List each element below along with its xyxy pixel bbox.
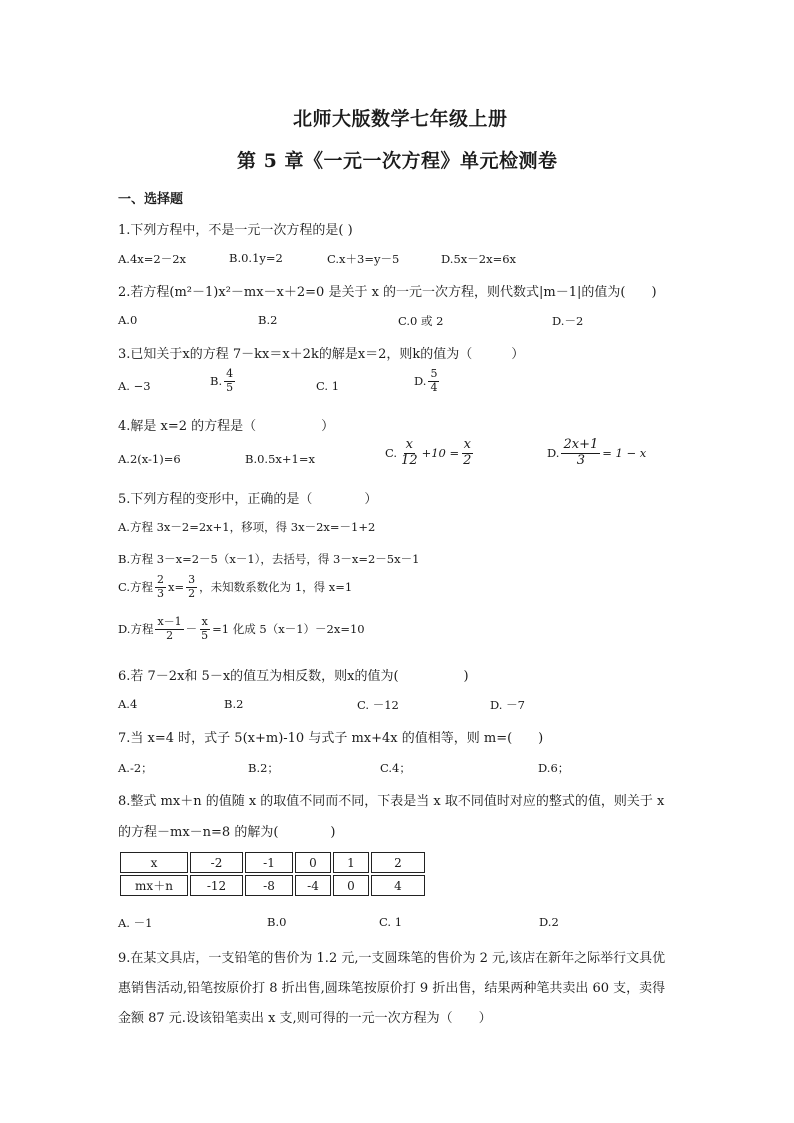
q3-option-b-label: B.: [210, 374, 223, 389]
q3-option-b: [210, 368, 237, 394]
q6-option-c: C. －12: [357, 698, 399, 712]
q5-option-c: [118, 574, 352, 600]
fraction-denominator: 3: [157, 586, 165, 600]
q4-c-fraction-2: [461, 438, 473, 469]
q4-option-d: [547, 438, 646, 469]
question-9-line-2: 惠销售活动,铅笔按原价打 8 折出售,圆珠笔按原价打 9 折出售，结果两种笔共卖出 60 支，卖得: [118, 981, 666, 996]
values-table: [118, 850, 427, 898]
question-8-line-1: 8.整式 mx＋n 的值随 x 的取值不同而不同，下表是当 x 取不同值时对应的整式的值，则关于 x: [118, 794, 665, 809]
fraction-numerator: x: [463, 437, 471, 452]
page-title: 北师大版数学七年级上册: [293, 108, 508, 130]
fraction-numerator: 2x+1: [563, 437, 599, 452]
fraction-numerator: x－1: [157, 615, 182, 628]
fraction-numerator: 4: [226, 367, 234, 380]
q2-option-b: B.2: [258, 313, 278, 327]
question-2: 2.若方程(m²－1)x²－mx－x＋2=0 是关于 x 的一元一次方程，则代数式|m－1|的值为( ): [118, 285, 657, 300]
fraction-denominator: 2: [188, 586, 196, 600]
table-cell: -2: [190, 852, 243, 873]
table-cell: 0: [333, 875, 369, 896]
q3-option-c: C. 1: [316, 379, 340, 393]
q3-option-d-label: D.: [414, 374, 427, 389]
section-heading: 一、选择题: [118, 192, 184, 207]
q2-option-a: A.0: [118, 313, 138, 327]
table-cell: 1: [333, 852, 369, 873]
fraction-numerator: x: [405, 437, 413, 452]
table-cell: 2: [371, 852, 425, 873]
q4-option-d-label: D.: [547, 446, 560, 461]
q5-option-a: A.方程 3x－2=2x+1，移项，得 3x－2x=－1+2: [118, 520, 376, 534]
fraction-numerator: 2: [157, 573, 165, 586]
table-cell: -1: [245, 852, 293, 873]
q2-option-c: C.0 或 2: [398, 314, 444, 328]
q7-option-b: B.2；: [248, 761, 279, 775]
page-subtitle: 第 5 章《一元一次方程》单元检测卷: [237, 150, 558, 172]
fraction-denominator: 2: [166, 628, 174, 642]
q5-option-c-label: C.方程: [118, 580, 154, 595]
q5-option-b: B.方程 3－x=2－5（x－1），去括号，得 3－x=2－5x－1: [118, 552, 420, 566]
q5-option-d: [118, 616, 365, 642]
q3-option-d: [414, 368, 441, 394]
q1-option-c: C.x＋3=y－5: [327, 252, 400, 266]
q8-option-c: C. 1: [379, 915, 403, 929]
fraction-denominator: 5: [201, 628, 209, 642]
table-cell: mx＋n: [120, 875, 188, 896]
q5-c-fraction-1: [155, 574, 166, 600]
question-7: 7.当 x=4 时，式子 5(x+m)-10 与式子 mx+4x 的值相等，则 m=( ): [118, 731, 544, 746]
fraction-denominator: 5: [226, 380, 234, 394]
fraction-numerator: 5: [430, 367, 438, 380]
fraction-numerator: 3: [188, 573, 196, 586]
q5-option-d-label: D.方程: [118, 622, 154, 637]
table-row: [120, 875, 425, 896]
q6-option-b: B.2: [224, 697, 244, 711]
question-9-line-1: 9.在某文具店，一支铅笔的售价为 1.2 元,一支圆珠笔的售价为 2 元,该店在新年之际举行文具优: [118, 951, 666, 966]
q4-option-a: A.2(x-1)=6: [118, 452, 181, 466]
question-4: 4.解是 x=2 的方程是（ ）: [118, 419, 335, 434]
q2-option-d: D.－2: [552, 314, 584, 328]
fraction-denominator: 3: [576, 452, 585, 468]
fraction-denominator: 2: [463, 452, 472, 468]
q5-c-fraction-2: [186, 574, 197, 600]
fraction-denominator: 4: [430, 380, 438, 394]
q3-option-b-fraction: [224, 368, 235, 394]
table-cell: -8: [245, 875, 293, 896]
q5-d-fraction-2: [199, 616, 210, 642]
q5-option-c-rest: ，未知数系数化为 1，得 x=1: [199, 580, 353, 595]
question-8-line-2: 的方程－mx－n=8 的解为( ): [118, 825, 336, 840]
question-1: 1.下列方程中，不是一元一次方程的是( ): [118, 223, 353, 238]
q7-option-a: A.-2；: [118, 761, 153, 775]
table-cell: x: [120, 852, 188, 873]
q4-option-c-label: C.: [385, 446, 398, 461]
table-cell: 4: [371, 875, 425, 896]
table-cell: -12: [190, 875, 243, 896]
fraction-numerator: x: [201, 615, 208, 628]
question-5: 5.下列方程的变形中，正确的是（ ）: [118, 492, 378, 507]
q4-option-b: B.0.5x+1=x: [245, 452, 315, 466]
q5-option-d-minus: －: [185, 622, 198, 637]
q5-option-c-x: x=: [168, 580, 185, 595]
q8-option-b: B.0: [267, 915, 287, 929]
q6-option-d: D. －7: [490, 698, 525, 712]
q7-option-d: D.6；: [538, 761, 570, 775]
question-6: 6.若 7－2x和 5－x的值互为相反数，则x的值为( ): [118, 669, 469, 684]
q3-option-d-fraction: [428, 368, 439, 394]
q8-option-d: D.2: [539, 915, 559, 929]
q8-option-a: A. －1: [118, 916, 153, 930]
q4-option-c-middle: +10 =: [421, 446, 460, 461]
table-cell: -4: [295, 875, 331, 896]
q1-option-d: D.5x－2x=6x: [441, 252, 517, 266]
q4-d-fraction: [561, 438, 600, 469]
q4-option-c: [385, 438, 475, 469]
q3-option-a: A. −3: [118, 379, 151, 393]
q7-option-c: C.4；: [380, 761, 411, 775]
table-row: [120, 852, 425, 873]
q6-option-a: A.4: [118, 697, 138, 711]
fraction-denominator: 12: [401, 452, 418, 468]
table-cell: 0: [295, 852, 331, 873]
q4-option-d-rest: = 1 − x: [602, 446, 647, 461]
question-9-line-3: 金额 87 元.设该铅笔卖出 x 支,则可得的一元一次方程为（ ）: [118, 1011, 492, 1026]
q1-option-b: B.0.1y=2: [229, 251, 283, 265]
q4-c-fraction-1: [399, 438, 420, 469]
q5-d-fraction-1: [155, 616, 183, 642]
q1-option-a: A.4x=2－2x: [118, 252, 187, 266]
question-3: 3.已知关于x的方程 7－kx＝x＋2k的解是x＝2，则k的值为（ ）: [118, 347, 525, 362]
q5-option-d-rest: =1 化成 5（x－1）－2x=10: [212, 622, 365, 637]
